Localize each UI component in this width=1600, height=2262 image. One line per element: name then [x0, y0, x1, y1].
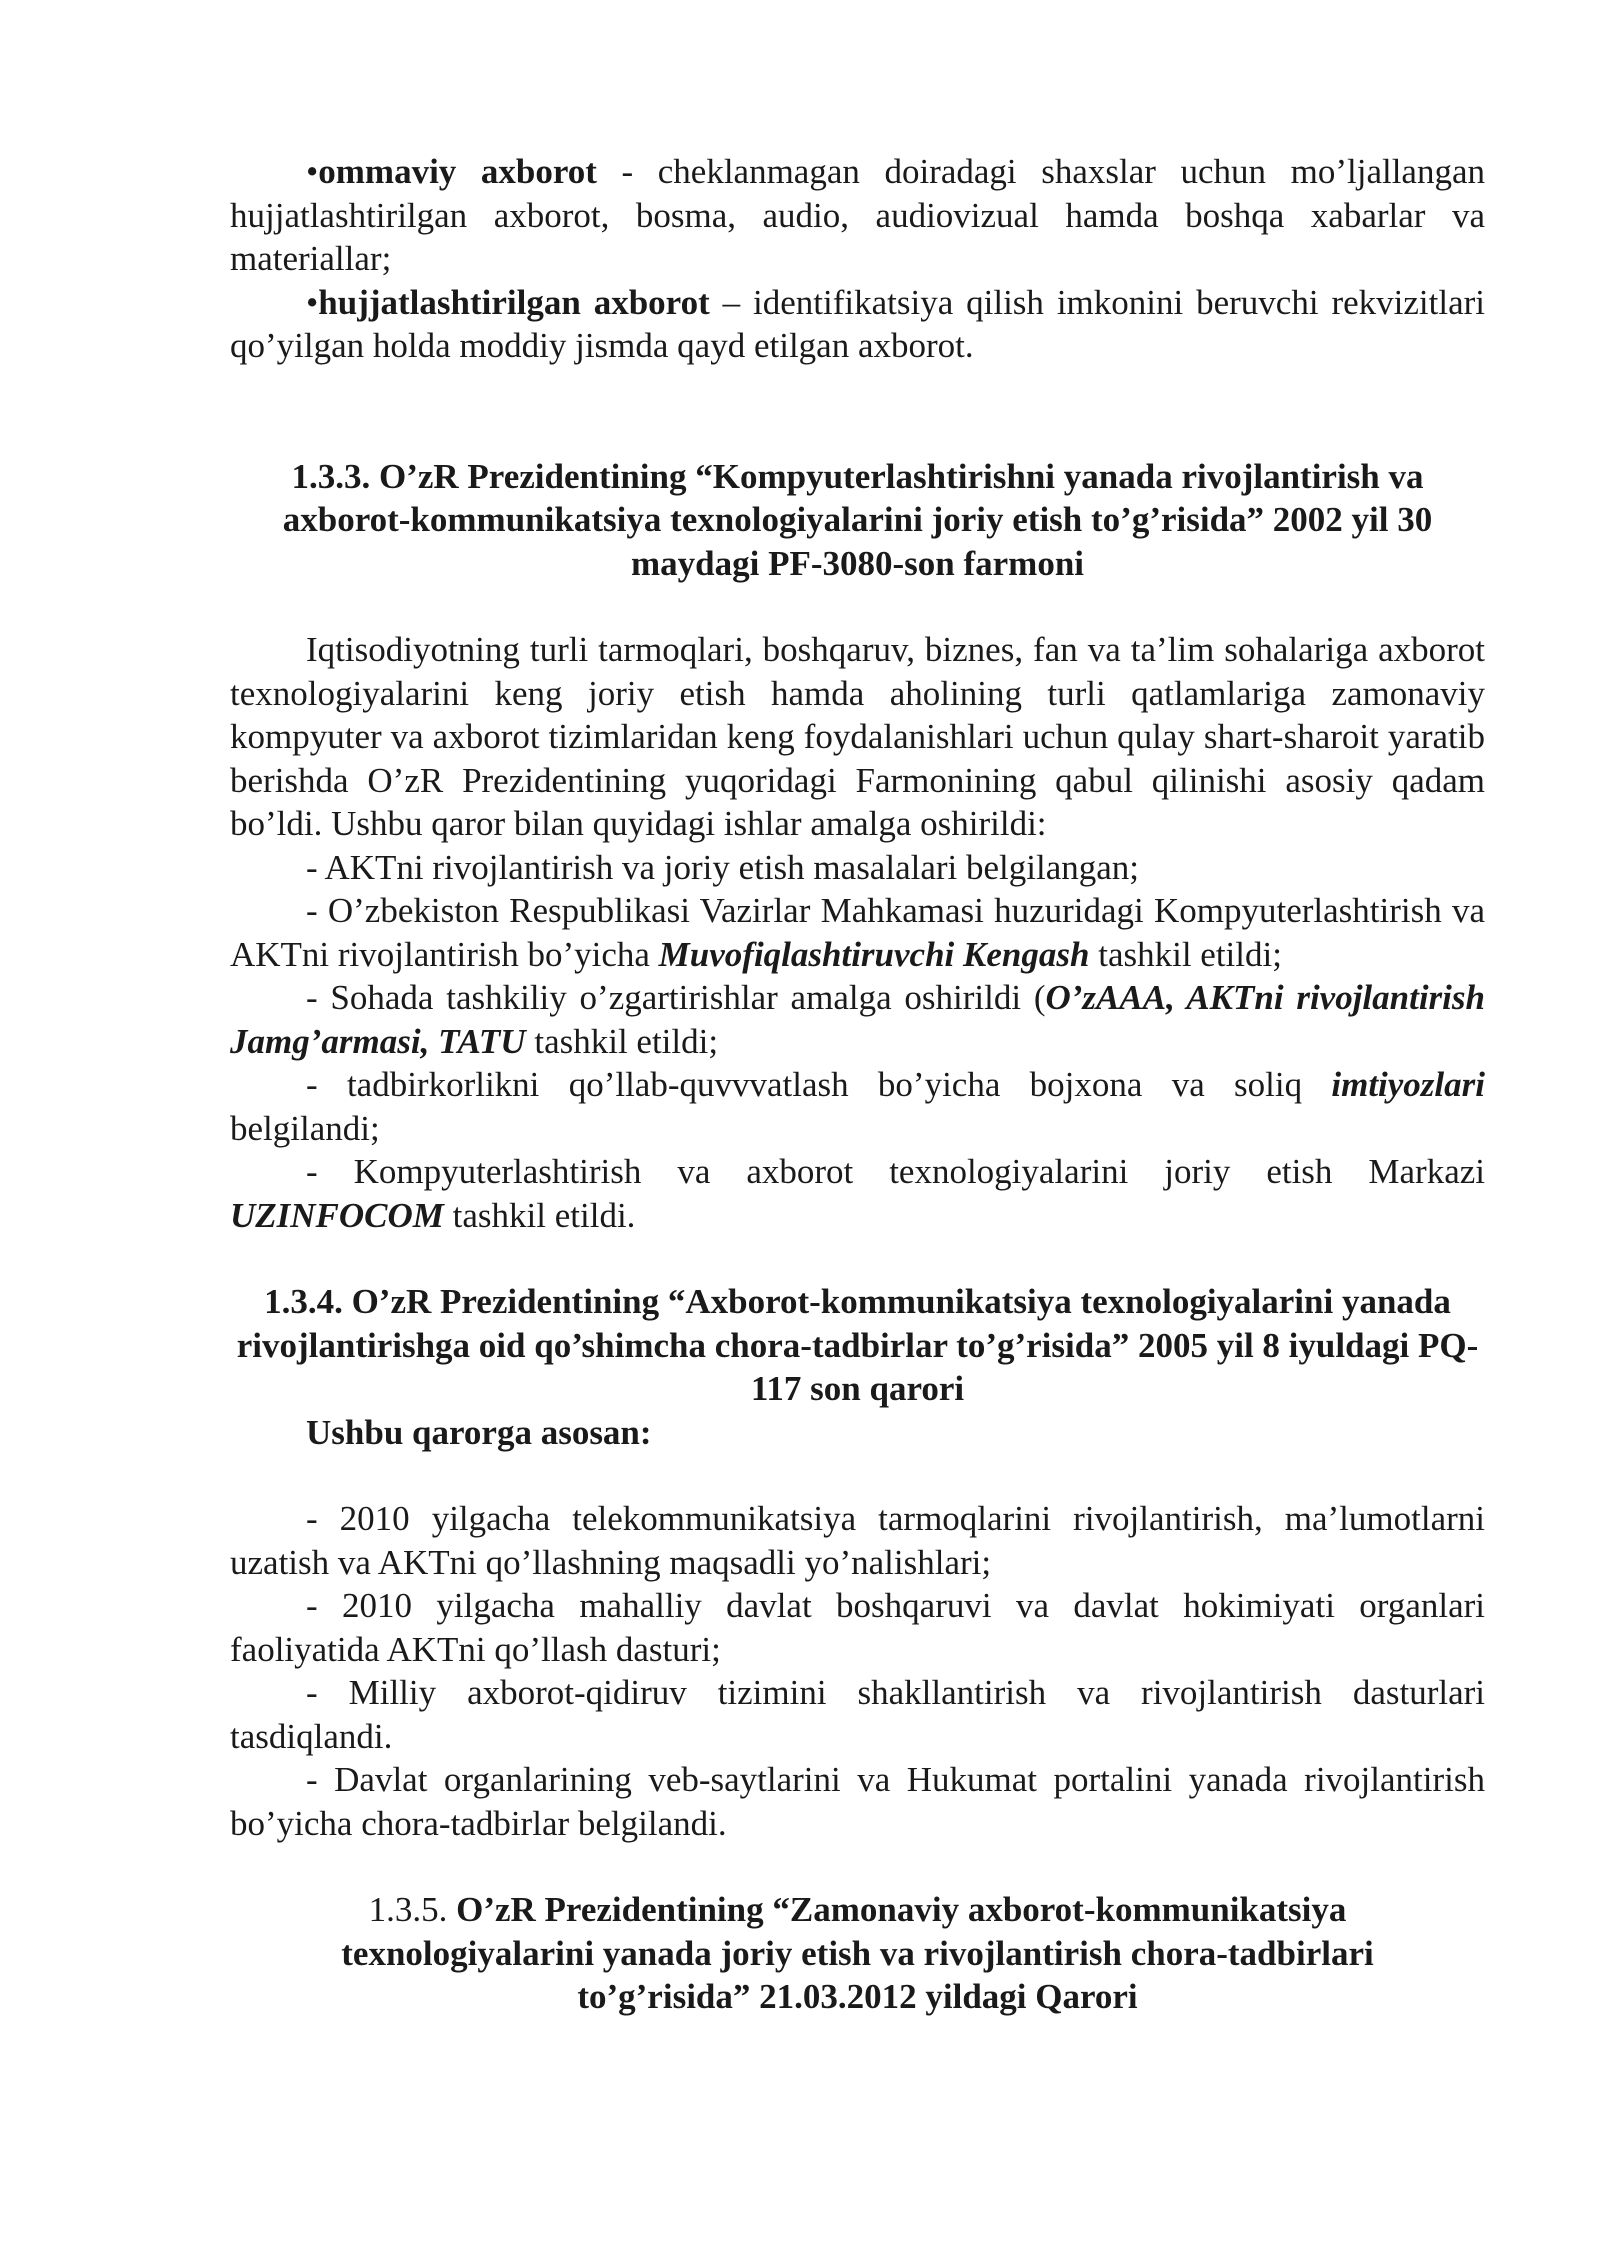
definition-term: ommaviy axborot: [318, 152, 597, 191]
emphasis-text: imtiyozlari: [1331, 1065, 1485, 1104]
section-paragraph: Iqtisodiyotning turli tarmoqlari, boshqaruv, biznes, fan va ta’lim sohalariga axborot texnologiyalarini keng joriy etish hamda aholining turli qatlamlariga zamonaviy kompyuter va axborot tizimlaridan keng foydalanishlari uchun qulay shart-sharoit yaratib berishda O’zR Prezidentining yuqoridagi Farmonining qabul qilinishi asosiy qadam bo’ldi. Ushbu qaror bilan quyidagi ishlar amalga oshirildi:: [230, 630, 1485, 843]
list-item-text: tashkil etildi;: [525, 1021, 719, 1061]
definition-item: [230, 281, 1485, 368]
section-subheading: Ushbu qarorga asosan:: [306, 1412, 652, 1452]
list-item: - 2010 yilgacha telekommunikatsiya tarmoqlarini rivojlantirish, ma’lumotlarni uzatish va AKTni qo’llashning maqsadli yo’nalishlari;: [230, 1499, 1485, 1582]
list-item-text: tashkil etildi;: [1089, 934, 1282, 974]
bullet: •: [306, 152, 319, 191]
list-item: [230, 1150, 1485, 1237]
emphasis-text: O’zAAA, AKTni rivojlantirish Jamg’armasi, TATU: [230, 978, 1485, 1061]
document-content: [230, 150, 1485, 2019]
list-item: - Milliy axborot-qidiruv tizimini shakllantirish va rivojlantirish dasturlari tasdiqlandi.: [230, 1673, 1485, 1756]
list-item: - AKTni rivojlantirish va joriy etish masalalari belgilangan;: [306, 847, 1139, 887]
definition-text: - cheklanmagan doiradagi shaxslar uchun mo’ljallangan hujjatlashtirilgan axborot, bosma, audio, audiovizual hamda boshqa xabarlar va materiallar;: [230, 152, 1485, 278]
list-item-text: - tadbirkorlikni qo’llab-quvvvatlash bo’yicha bojxona va soliq: [306, 1065, 1332, 1104]
list-item-text: tashkil etildi.: [443, 1195, 636, 1235]
list-item-text: - O’zbekiston Respublikasi Vazirlar Mahkamasi huzuridagi Kompyuterlashtirish va AKTni rivojlantirish bo’yicha: [230, 891, 1485, 974]
definition-item: [230, 150, 1485, 281]
definition-text: – identifikatsiya qilish imkonini beruvchi rekvizitlari qo’yilgan holda moddiy jismda qayd etilgan axborot.: [230, 282, 1485, 365]
list-item: [230, 889, 1485, 976]
section-number: 1.3.5.: [368, 1890, 448, 1929]
list-item-text: - Kompyuterlashtirish va axborot texnologiyalarini joriy etish Markazi: [306, 1152, 1485, 1191]
list-item: - 2010 yilgacha mahalliy davlat boshqaruvi va davlat hokimiyati organlari faoliyatida AKTni qo’llash dasturi;: [230, 1586, 1485, 1669]
list-item-text: belgilandi;: [230, 1108, 380, 1148]
list-item: [230, 976, 1485, 1063]
section-heading: 1.3.4. O’zR Prezidentining “Axborot-kommunikatsiya texnologiyalarini yanada rivojlantirishga oid qo’shimcha chora-tadbirlar to’g’risida” 2005 yil 8 iyuldagi PQ-117 son qarori: [236, 1282, 1479, 1408]
list-item: - Davlat organlarining veb-saytlarini va Hukumat portalini yanada rivojlantirish bo’yicha chora-tadbirlar belgilandi.: [230, 1760, 1485, 1843]
list-item-text: - Sohada tashkiliy o’zgartirishlar amalga oshirildi (: [306, 978, 1046, 1017]
list-item: [230, 1063, 1485, 1150]
emphasis-text: UZINFOCOM: [230, 1195, 444, 1235]
definition-term: hujjatlashtirilgan axborot: [318, 282, 710, 322]
section-title: O’zR Prezidentining “Zamonaviy axborot-kommunikatsiya texnologiyalarini yanada joriy etish va rivojlantirish chora-tadbirlari to’g’risida” 21.03.2012 yildagi Qarori: [341, 1890, 1374, 2016]
section-heading: 1.3.3. O’zR Prezidentining “Kompyuterlashtirishni yanada rivojlantirish va axborot-kommunikatsiya texnologiyalarini joriy etish to’g’risida” 2002 yil 30 maydagi PF-3080-son farmoni: [282, 456, 1433, 583]
emphasis-text: Muvofiqlashtiruvchi Kengash: [658, 934, 1090, 974]
section-heading: [230, 1888, 1485, 2019]
bullet: •: [306, 282, 319, 322]
